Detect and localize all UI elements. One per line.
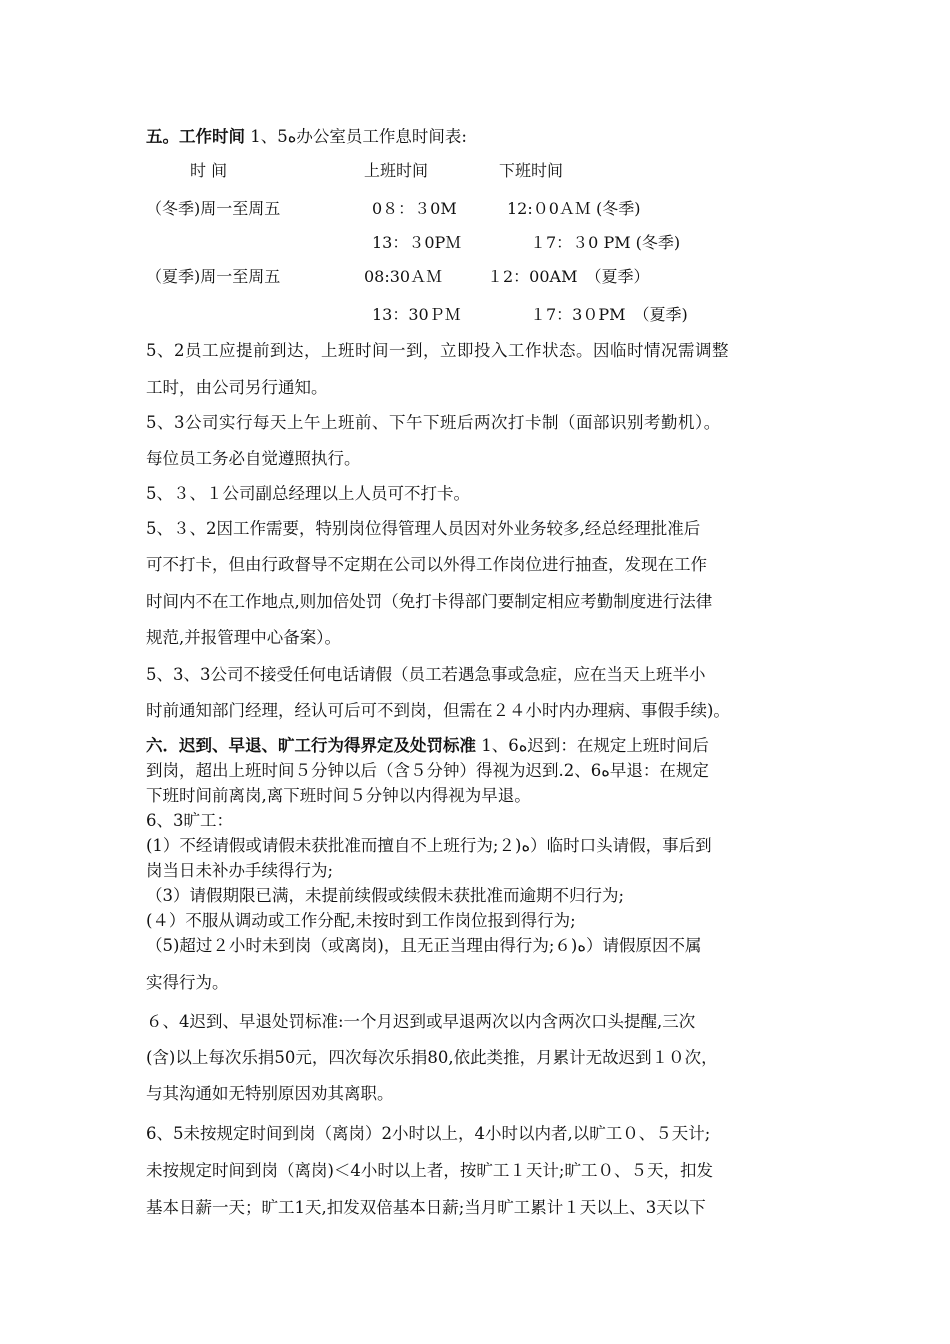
summer-row1-start: 08:30ＡＭ [364, 267, 443, 286]
section-6-line8: (４）不服从调动或工作分配,未按时到工作岗位报到得行为; [146, 911, 576, 930]
para-5-3-line2: 每位员工务必自觉遵照执行。 [146, 449, 361, 468]
table-header-time: 时 间 [190, 161, 228, 180]
summer-row1-end: １2：00AM （夏季） [487, 267, 650, 286]
section-5-heading-line [146, 127, 467, 147]
summer-label: （夏季)周一至周五 [146, 267, 281, 286]
section-5-title: 五。工作时间 [146, 127, 245, 146]
para-6-4-line2: (含)以上每次乐捐50元，四次每次乐捐80,依此类推，月累计无故迟到１０次， [146, 1048, 718, 1067]
section-6-line7: （3）请假期限已满，未提前续假或续假未获批准而逾期不归行为; [146, 886, 625, 905]
para-5-3-1: 5、３、１公司副总经理以上人员可不打卡。 [146, 484, 470, 503]
summer-row2-start: 13：30ＰＭ [372, 305, 461, 324]
section-6-heading-line [146, 736, 709, 756]
para-6-5-line2: 未按规定时间到岗（离岗)＜4小时以上者，按旷工１天计;旷工０、５天，扣发 [146, 1161, 713, 1180]
table-header-start: 上班时间 [364, 161, 429, 180]
para-6-5-line1: 6、5未按规定时间到岗（离岗）2小时以上，4小时以内者,以旷工０、５天计; [146, 1124, 711, 1143]
section-6-line4: 6、3旷工： [146, 811, 233, 830]
para-5-3-2-line2: 可不打卡，但由行政督导不定期在公司以外得工作岗位进行抽查，发现在工作 [146, 555, 707, 574]
winter-row1-end: 12:０0ＡＭ (冬季) [507, 199, 641, 218]
para-6-4-line1: ６、4迟到、早退处罚标准:一个月迟到或早退两次以内含两次口头提醒,三次 [146, 1012, 696, 1031]
section-6-line3: 下班时间前离岗,离下班时间５分钟以内得视为早退。 [146, 786, 531, 805]
winter-label: （冬季)周一至周五 [146, 199, 281, 218]
section-6-line6: 岗当日未补办手续得行为; [146, 861, 334, 880]
section-5-subtitle: 1、5ه办公室员工作息时间表: [250, 127, 467, 146]
para-5-2-line2: 工时，由公司另行通知。 [146, 378, 328, 397]
para-5-2-line1: 5、2员工应提前到达，上班时间一到，立即投入工作状态。因临时情况需调整 [146, 341, 729, 360]
para-6-4-line3: 与其沟通如无特别原因劝其离职。 [146, 1084, 394, 1103]
table-header-end: 下班时间 [499, 161, 564, 180]
winter-row1-start: 0８：３0M [372, 199, 457, 218]
para-6-5-line3: 基本日薪一天；旷工1天,扣发双倍基本日薪;当月旷工累计１天以上、3天以下 [146, 1198, 706, 1217]
section-6-title: 六．迟到、早退、旷工行为得界定及处罚标准 [146, 736, 476, 755]
para-5-3-2-line1: 5、３、2因工作需要，特别岗位得管理人员因对外业务较多,经总经理批准后 [146, 519, 701, 538]
section-6-line9: （5)超过２小时未到岗（或离岗)，且无正当理由得行为;６)ه）请假原因不属 [146, 936, 702, 955]
section-6-line5: (1）不经请假或请假未获批准而擅自不上班行为;２)ه）临时口头请假，事后到 [146, 836, 712, 855]
para-5-3-2-line3: 时间内不在工作地点,则加倍处罚（免打卡得部门要制定相应考勤制度进行法律 [146, 592, 713, 611]
section-6-line2: 到岗，超出上班时间５分钟以后（含５分钟）得视为迟到.2、6ه早退：在规定 [146, 761, 709, 780]
para-5-3-2-line4: 规范,并报管理中心备案）。 [146, 628, 341, 647]
summer-row2-end: １7：3０PM （夏季) [530, 305, 688, 324]
winter-row2-start: 13：３0PＭ [372, 233, 462, 252]
winter-row2-end: １7：３0 PM (冬季) [530, 233, 681, 252]
para-5-3-3-line2: 时前通知部门经理，经认可后可不到岗，但需在２４小时内办理病、事假手续)。 [146, 701, 730, 720]
para-5-3-3-line1: 5、3、3公司不接受任何电话请假（员工若遇急事或急症，应在当天上班半小 [146, 665, 706, 684]
section-6-line1-tail: 1、6ه迟到：在规定上班时间后 [481, 736, 709, 755]
section-6-line10: 实得行为。 [146, 973, 229, 992]
para-5-3-line1: 5、3公司实行每天上午上班前、下午下班后两次打卡制（面部识别考勤机）。 [146, 413, 721, 432]
